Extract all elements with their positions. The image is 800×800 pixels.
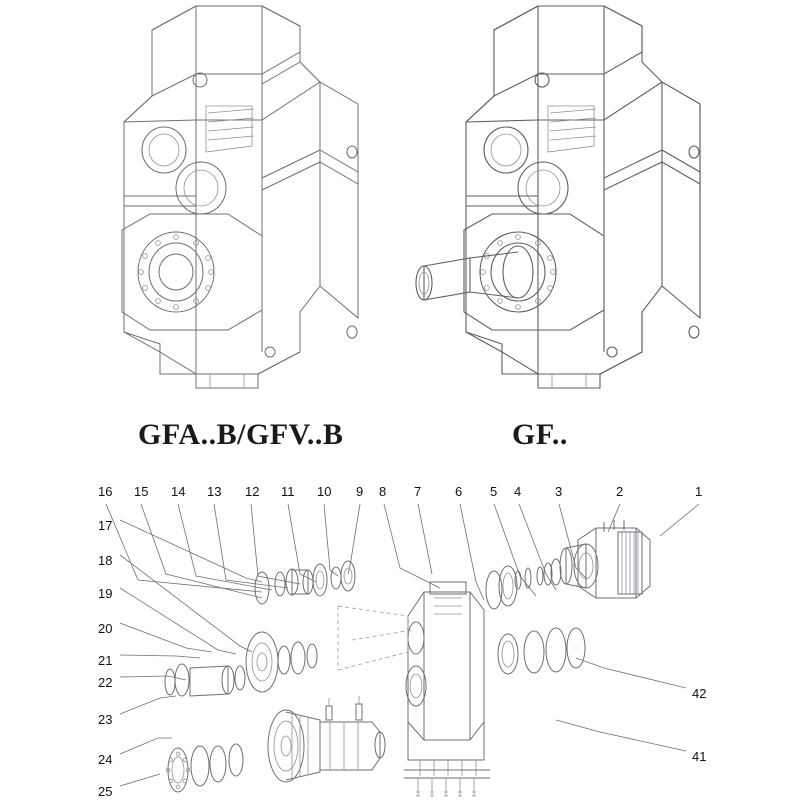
housing-part (338, 582, 490, 796)
callout-1: 1 (695, 484, 703, 499)
callout-21: 21 (98, 653, 113, 668)
gearbox-right-view (416, 6, 700, 388)
callout-25: 25 (98, 784, 113, 799)
callout-24: 24 (98, 752, 113, 767)
callout-17: 17 (98, 518, 113, 533)
exploded-assembly-view (0, 470, 800, 800)
callout-2: 2 (616, 484, 624, 499)
upper-shaft-assembly (255, 561, 355, 604)
callout-19: 19 (98, 586, 113, 601)
callout-41: 41 (692, 749, 707, 764)
callout-6: 6 (455, 484, 463, 499)
callout-13: 13 (207, 484, 222, 499)
callout-42: 42 (692, 686, 707, 701)
callout-18: 18 (98, 553, 113, 568)
caption-right: GF.. (512, 418, 568, 451)
callout-23: 23 (98, 712, 113, 727)
callout-10: 10 (317, 484, 332, 499)
callout-15: 15 (134, 484, 149, 499)
ring-parts-group (486, 559, 585, 674)
lower-shaft-assembly (166, 696, 385, 792)
caption-left: GFA..B/GFV..B (138, 418, 344, 451)
callout-4: 4 (514, 484, 522, 499)
callout-5: 5 (490, 484, 498, 499)
callout-20: 20 (98, 621, 113, 636)
mid-shaft-assembly (165, 632, 317, 696)
callout-7: 7 (414, 484, 422, 499)
callout-16: 16 (98, 484, 113, 499)
gearbox-left-view (122, 6, 358, 388)
callout-3: 3 (555, 484, 563, 499)
callout-22: 22 (98, 675, 113, 690)
callout-12: 12 (245, 484, 260, 499)
callout-11: 11 (281, 484, 295, 499)
callout-8: 8 (379, 484, 387, 499)
callout-14: 14 (171, 484, 186, 499)
callout-9: 9 (356, 484, 364, 499)
